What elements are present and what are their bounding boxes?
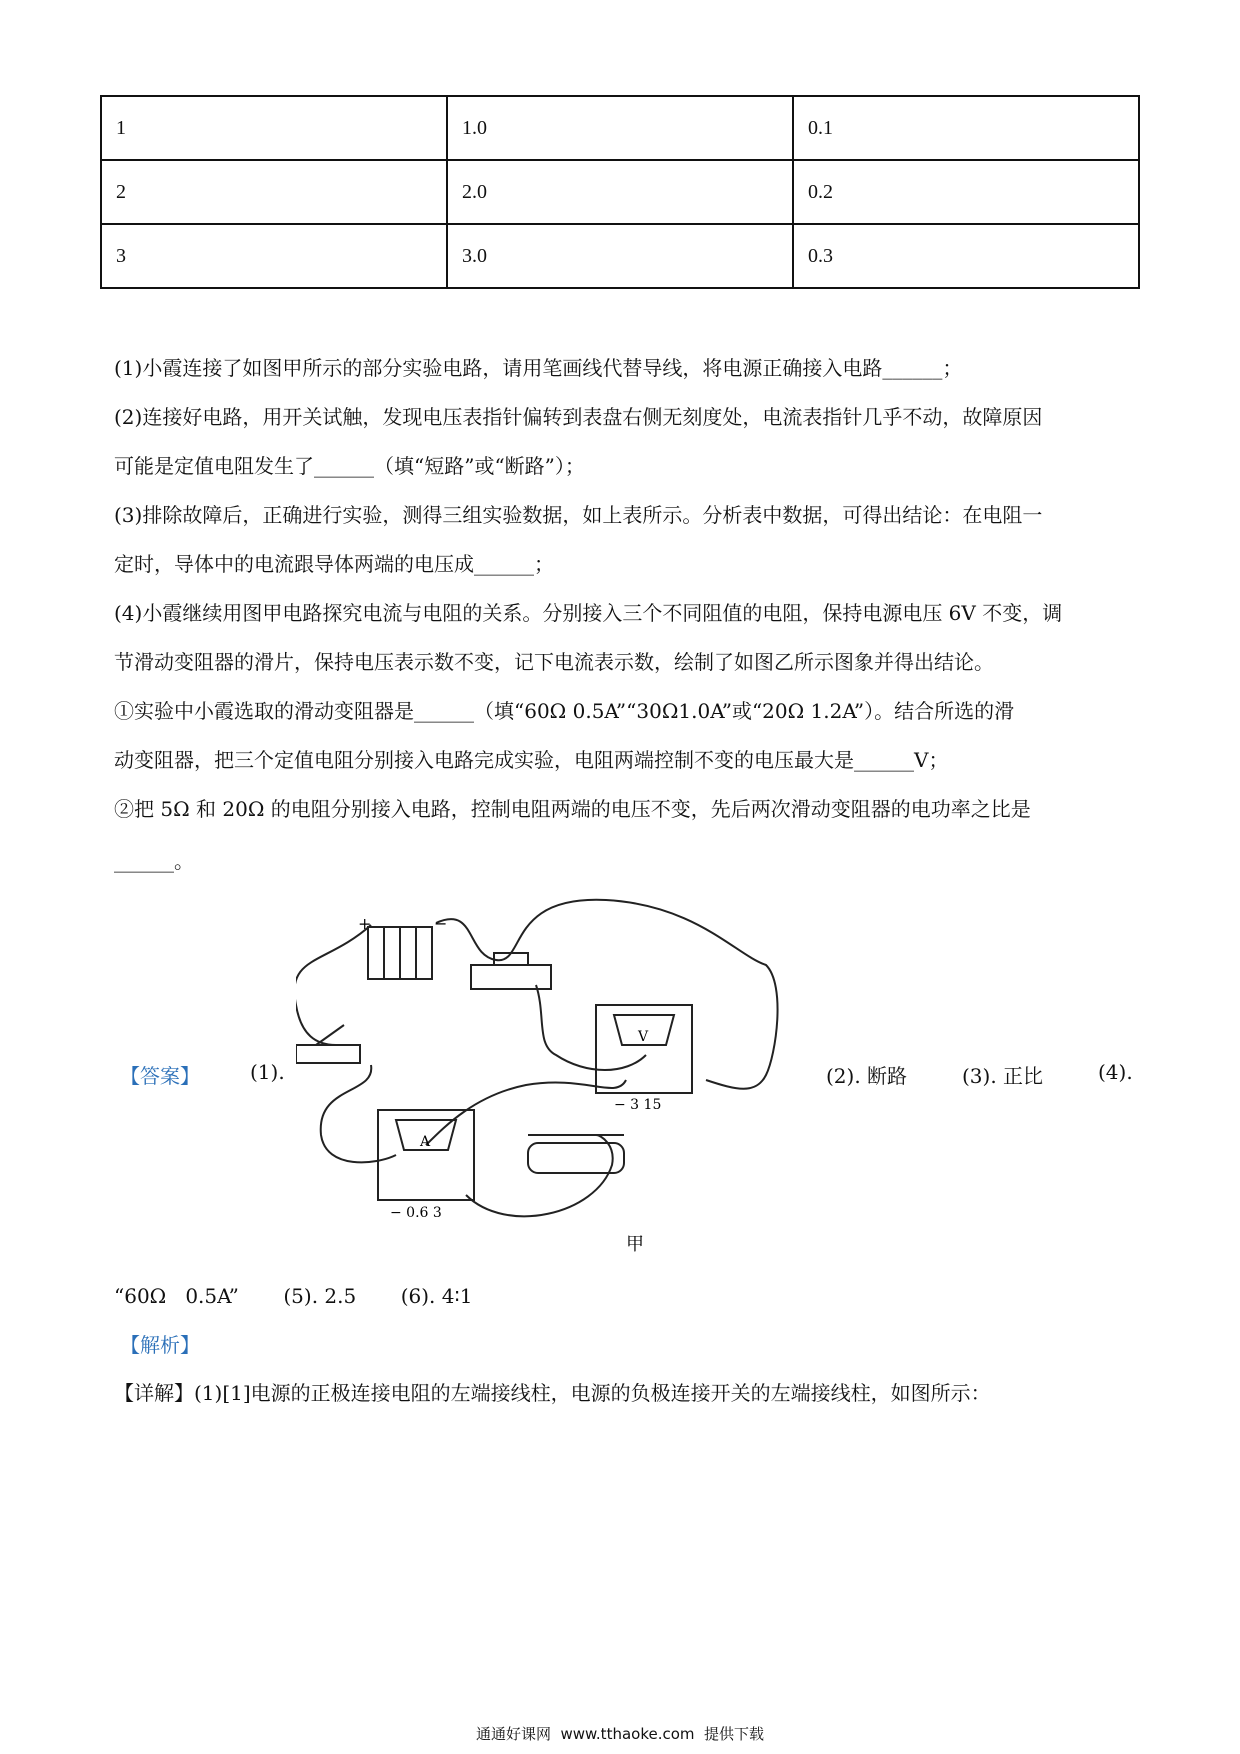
table-cell: 2.0 bbox=[447, 160, 793, 224]
answer-label: 【答案】 bbox=[120, 1064, 200, 1088]
question-line: 可能是定值电阻发生了______（填“短路”或“断路”）； bbox=[114, 454, 585, 478]
table-cell: 3.0 bbox=[447, 224, 793, 288]
battery-plus-label: + bbox=[358, 914, 372, 933]
question-line: (4)小霞继续用图甲电路探究电流与电阻的关系。分别接入三个不同阻值的电阻，保持电源电压 6V 不变，调 bbox=[114, 601, 1063, 625]
answer-part-1: (1). bbox=[250, 1060, 285, 1084]
table-cell: 0.3 bbox=[793, 224, 1139, 288]
voltmeter-terminals: − 3 15 bbox=[614, 1097, 662, 1113]
switch-icon bbox=[296, 1045, 360, 1063]
table-cell: 3 bbox=[101, 224, 447, 288]
question-line: (3)排除故障后，正确进行实验，测得三组实验数据，如上表所示。分析表中数据，可得出结论：在电阻一 bbox=[114, 503, 1043, 527]
answer-line-2: “60Ω 0.5A” (5). 2.5 (6). 4∶1 bbox=[114, 1284, 473, 1308]
circuit-figure bbox=[296, 895, 782, 1255]
question-line: 节滑动变阻器的滑片，保持电压表示数不变，记下电流表示数，绘制了如图乙所示图象并得出结论。 bbox=[114, 650, 994, 674]
table-cell: 0.1 bbox=[793, 96, 1139, 160]
circuit-diagram bbox=[296, 895, 782, 1255]
detail-line bbox=[114, 1380, 991, 1406]
voltmeter-symbol: V bbox=[638, 1029, 649, 1045]
table-cell: 2 bbox=[101, 160, 447, 224]
detail-label: 【详解】 bbox=[114, 1381, 194, 1405]
answer-part-2: (2). 断路 bbox=[826, 1064, 908, 1088]
question-line: ______。 bbox=[114, 849, 194, 873]
table-row bbox=[101, 224, 1139, 288]
question-line: 动变阻器，把三个定值电阻分别接入电路完成实验，电阻两端控制不变的电压最大是______V； bbox=[114, 748, 949, 772]
question-line: (1)小霞连接了如图甲所示的部分实验电路，请用笔画线代替导线，将电源正确接入电路______； bbox=[114, 356, 963, 380]
voltmeter-icon bbox=[596, 1005, 692, 1093]
table-cell: 0.2 bbox=[793, 160, 1139, 224]
detail-text: (1)[1]电源的正极连接电阻的左端接线柱，电源的负极连接开关的左端接线柱，如图所示： bbox=[194, 1381, 991, 1405]
question-line: ②把 5Ω 和 20Ω 的电阻分别接入电路，控制电阻两端的电压不变，先后两次滑动变阻器的电功率之比是 bbox=[114, 797, 1031, 821]
table-row bbox=[101, 160, 1139, 224]
wire bbox=[536, 985, 646, 1070]
battery-minus-label: − bbox=[434, 914, 448, 933]
ammeter-terminals: − 0.6 3 bbox=[390, 1205, 442, 1221]
answer-part-3: (3). 正比 bbox=[962, 1064, 1044, 1088]
footer-text: 通通好课网 www.tthaoke.com 提供下载 bbox=[475, 1725, 765, 1743]
wire bbox=[436, 900, 778, 1089]
table-cell: 1.0 bbox=[447, 96, 793, 160]
figure-caption: 甲 bbox=[626, 1234, 644, 1255]
wire bbox=[296, 925, 371, 1045]
data-table bbox=[100, 95, 1140, 289]
ammeter-symbol: A bbox=[420, 1134, 431, 1150]
question-line: 定时，导体中的电流跟导体两端的电压成______； bbox=[114, 552, 554, 576]
wire bbox=[321, 1065, 396, 1162]
question-line: (2)连接好电路，用开关试触，发现电压表指针偏转到表盘右侧无刻度处，电流表指针几乎不动，故障原因 bbox=[114, 405, 1043, 429]
wire bbox=[466, 1135, 613, 1216]
answer-part-4: (4). bbox=[1098, 1060, 1133, 1084]
switch-lever bbox=[316, 1025, 344, 1045]
resistor-icon bbox=[471, 965, 551, 989]
resistor-body bbox=[494, 953, 528, 965]
ammeter-icon bbox=[378, 1110, 474, 1200]
analysis-label: 【解析】 bbox=[120, 1333, 200, 1357]
table-row bbox=[101, 96, 1139, 160]
table-cell: 1 bbox=[101, 96, 447, 160]
question-line: ①实验中小霞选取的滑动变阻器是______（填“60Ω 0.5A”“30Ω1.0A”或“20Ω 1.2A”）。结合所选的滑 bbox=[114, 699, 1015, 723]
